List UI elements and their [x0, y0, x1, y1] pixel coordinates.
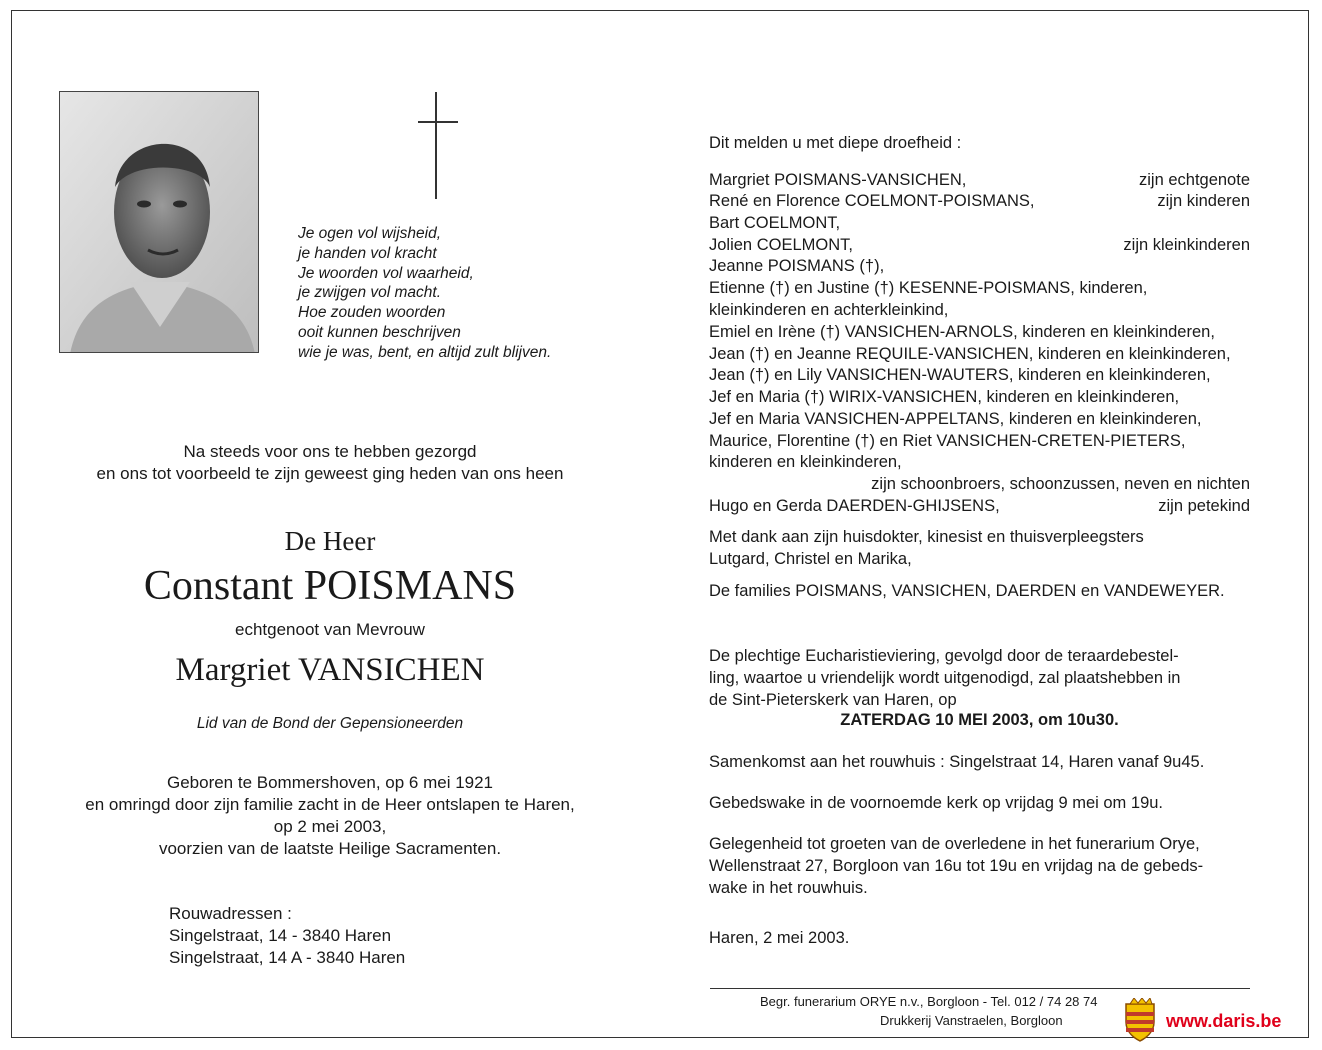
spouse-first-name: Margriet [175, 652, 299, 688]
gathering-line: Samenkomst aan het rouwhuis : Singelstraat 14, Haren vanaf 9u45. [709, 753, 1205, 771]
crest-logo-icon [1122, 998, 1158, 1042]
intro-line: Na steeds voor ons te hebben gezorgd [183, 442, 477, 461]
spouse-last-name: VANSICHEN [298, 652, 485, 688]
ceremony-line: de Sint-Pieterskerk van Haren, op [709, 691, 957, 709]
printer-credit: Drukkerij Vanstraelen, Borgloon [880, 1013, 1063, 1028]
addresses-heading: Rouwadressen : [169, 904, 292, 923]
portrait-image [60, 92, 259, 353]
wake-line: Gebedswake in de voornoemde kerk op vrijdag 9 mei om 19u. [709, 794, 1163, 812]
honorific-title: De Heer [284, 526, 376, 556]
birth-death-line: op 2 mei 2003, [273, 817, 387, 836]
poem-line: ooit kunnen beschrijven [298, 323, 461, 341]
thanks-line: Met dank aan zijn huisdokter, kinesist en thuisverpleegsters [709, 528, 1144, 546]
greeting-line: Wellenstraat 27, Borgloon van 16u tot 19u en vrijdag na de gebeds- [709, 857, 1204, 875]
address-line: Singelstraat, 14 - 3840 Haren [169, 926, 392, 945]
ceremony-date: ZATERDAG 10 MEI 2003, om 10u30. [840, 711, 1119, 729]
address-line: Singelstraat, 14 A - 3840 Haren [169, 948, 406, 967]
spouse-intro: echtgenoot van Mevrouw [235, 620, 425, 639]
cross-icon [435, 92, 437, 199]
place-date: Haren, 2 mei 2003. [709, 929, 850, 947]
poem [298, 224, 551, 363]
poem-line: je zwijgen vol macht. [298, 284, 442, 302]
deceased-name [40, 562, 620, 610]
birth-death-line: voorzien van de laatste Heilige Sacramenten. [158, 839, 502, 858]
birth-death-line: en omringd door zijn familie zacht in de Heer ontslapen te Haren, [85, 795, 575, 814]
ceremony-line: ling, waartoe u vriendelijk wordt uitgenodigd, zal plaatshebben in [709, 669, 1181, 687]
ceremony-line: De plechtige Eucharistieviering, gevolgd door de teraardebestel- [709, 647, 1179, 665]
poem-line: je handen vol kracht [298, 244, 437, 262]
poem-line: Je woorden vol waarheid, [298, 264, 474, 282]
thanks-line: Lutgard, Christel en Marika, [709, 550, 912, 568]
spouse-name [40, 652, 620, 689]
watermark-url[interactable]: www.daris.be [1166, 1011, 1282, 1031]
intro-line: en ons tot voorbeeld te zijn geweest ging heden van ons heen [96, 464, 564, 483]
announce-intro: Dit melden u met diepe droefheid : [709, 134, 962, 152]
poem-line: wie je was, bent, en altijd zult blijven. [298, 343, 552, 361]
portrait-photo [59, 91, 259, 353]
greeting-line: Gelegenheid tot groeten van de overledene in het funerarium Orye, [709, 835, 1200, 853]
greeting-line: wake in het rouwhuis. [709, 879, 868, 897]
poem-line: Je ogen vol wijsheid, [298, 225, 442, 242]
deceased-first-name: Constant [143, 563, 304, 609]
poem-line: Hoe zouden woorden [298, 304, 446, 322]
footer-divider [710, 988, 1250, 989]
birth-death-line: Geboren te Bommershoven, op 6 mei 1921 [166, 773, 494, 792]
cross-icon-bar [418, 121, 458, 123]
families-line: De families POISMANS, VANSICHEN, DAERDEN en VANDEWEYER. [709, 582, 1225, 600]
funerarium-credit: Begr. funerarium ORYE n.v., Borgloon - Tel. 012 / 74 28 74 [760, 994, 1098, 1009]
deceased-last-name: POISMANS [303, 563, 517, 609]
membership: Lid van de Bond der Gepensioneerden [196, 715, 464, 732]
